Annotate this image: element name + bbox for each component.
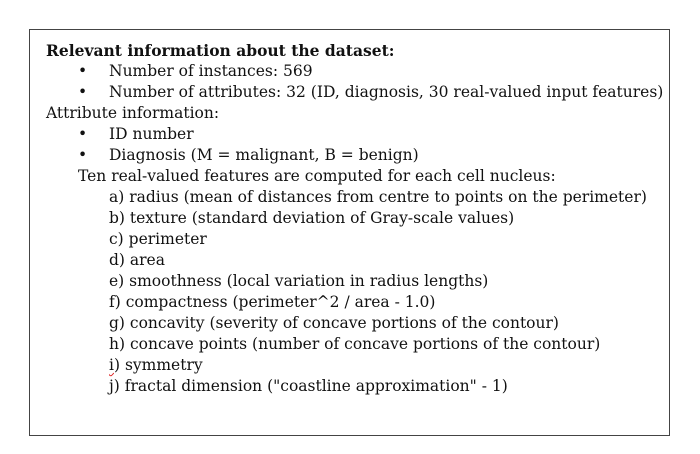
bullet-id-number	[46, 124, 663, 145]
feature-radius: a) radius (mean of distances from centre to points on the perimeter)	[109, 188, 647, 206]
bullet-attributes	[46, 82, 663, 103]
features-intro: Ten real-valued features are computed for each cell nucleus:	[78, 167, 556, 185]
dataset-info-title: Relevant information about the dataset:	[46, 41, 395, 60]
bullet-dot-icon: •	[78, 62, 88, 80]
feature-compactness: f) compactness (perimeter^2 / area - 1.0)	[109, 293, 436, 311]
bullet-id-number-text: ID number	[109, 125, 194, 143]
bullet-diagnosis-text: Diagnosis (M = malignant, B = benign)	[109, 146, 419, 164]
bullet-instances-text: Number of instances: 569	[109, 62, 313, 80]
dataset-info-box	[29, 29, 670, 436]
attribute-heading: Attribute information:	[46, 104, 220, 122]
feature-concave-points: h) concave points (number of concave portions of the contour)	[109, 335, 601, 353]
feature-fractal-dimension: j) fractal dimension ("coastline approximation" - 1)	[109, 377, 508, 395]
feature-symmetry: i) symmetry	[109, 356, 203, 374]
feature-texture: b) texture (standard deviation of Gray-scale values)	[109, 209, 515, 227]
dataset-info-content	[46, 40, 663, 397]
bullet-dot-icon: •	[78, 125, 88, 143]
feature-smoothness: e) smoothness (local variation in radius lengths)	[109, 272, 489, 290]
bullet-dot-icon: •	[78, 83, 88, 101]
feature-concavity: g) concavity (severity of concave portions of the contour)	[109, 314, 559, 332]
bullet-diagnosis	[46, 145, 663, 166]
bullet-attributes-text: Number of attributes: 32 (ID, diagnosis, 30 real-valued input features)	[109, 83, 664, 101]
feature-area: d) area	[109, 251, 165, 269]
bullet-instances	[46, 61, 663, 82]
bullet-dot-icon: •	[78, 146, 88, 164]
feature-perimeter: c) perimeter	[109, 230, 207, 248]
